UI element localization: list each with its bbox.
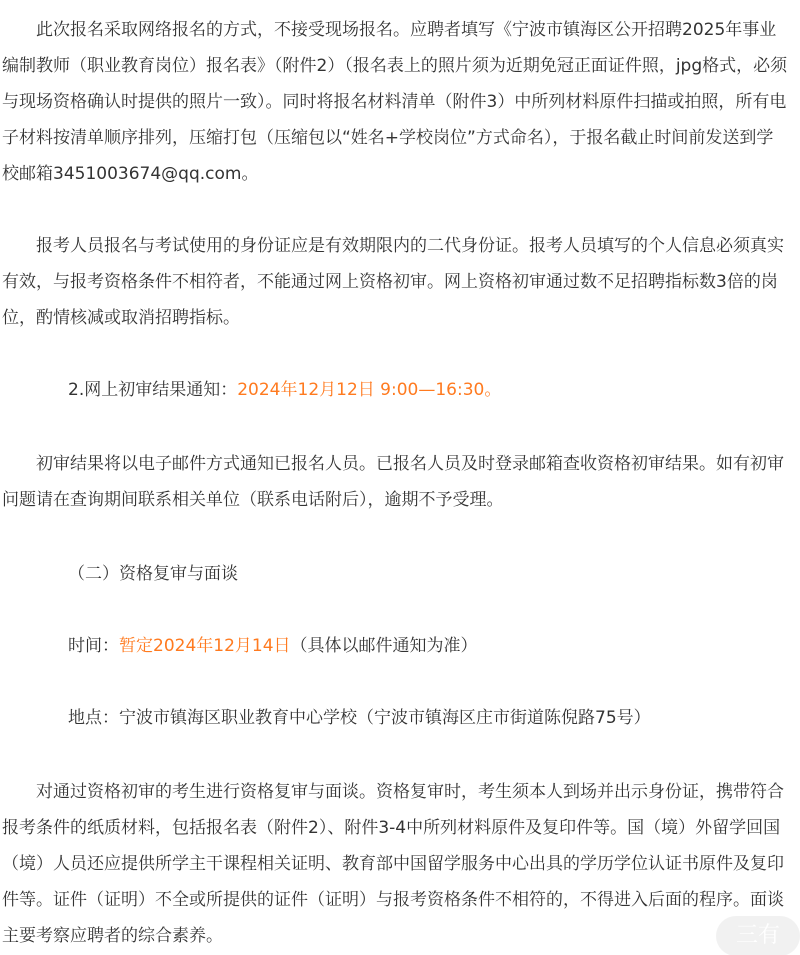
section-heading-review-interview: （二）资格复审与面谈 [68, 564, 238, 584]
paragraph-review-details: 对通过资格初审的考生进行资格复审与面谈。资格复审时，考生须本人到场并出示身份证，携带符合报考条件的纸质材料，包括报名表（附件2）、附件3-4中所列材料原件及复印件等。国（境）外留学回国（境）人员还应提供所学主干课程相关证明、教育部中国留学服务中心出具的学历学位认证书原件及复印件等。证件（证明）不全或所提供的证件（证明）与报考资格条件不相符的，不得进入后面的程序。面谈主要考察应聘者的综合素养。 [2, 782, 784, 946]
paragraph-review-location: 地点：宁波市镇海区职业教育中心学校（宁波市镇海区庄市街道陈倪路75号） [68, 708, 651, 728]
notice-datetime: 2024年12月12日 9:00—16:30。 [237, 380, 502, 400]
time-value: 暂定2024年12月14日 [119, 636, 291, 656]
notice-label: 2.网上初审结果通知： [68, 380, 238, 400]
floating-menu-button[interactable]: 三有 [716, 916, 800, 955]
time-label: 时间： [68, 636, 119, 656]
paragraph-review-time [2, 628, 790, 664]
time-note: （具体以邮件通知为准） [290, 636, 478, 656]
paragraph-id-card-requirement: 报考人员报名与考试使用的身份证应是有效期限内的二代身份证。报考人员填写的个人信息必须真实有效，与报考资格条件不相符者，不能通过网上资格初审。网上资格初审通过数不足招聘指标数3倍的岗位，酌情核减或取消招聘指标。 [2, 236, 784, 328]
paragraph-preliminary-result-notice [2, 372, 790, 408]
paragraph-email-notification: 初审结果将以电子邮件方式通知已报名人员。已报名人员及时登录邮箱查收资格初审结果。如有初审问题请在查询期间联系相关单位（联系电话附后），逾期不予受理。 [2, 454, 784, 510]
paragraph-registration-method: 此次报名采取网络报名的方式，不接受现场报名。应聘者填写《宁波市镇海区公开招聘2025年事业编制教师（职业教育岗位）报名表》（附件2）（报名表上的照片须为近期免冠正面证件照，jpg格式，必须与现场资格确认时提供的照片一致）。同时将报名材料清单（附件3）中所列材料原件扫描或拍照，所有电子材料按清单顺序排列，压缩打包（压缩包以“姓名+学校岗位”方式命名），于报名截止时间前发送到学校邮箱3451003674@qq.com。 [2, 20, 788, 184]
